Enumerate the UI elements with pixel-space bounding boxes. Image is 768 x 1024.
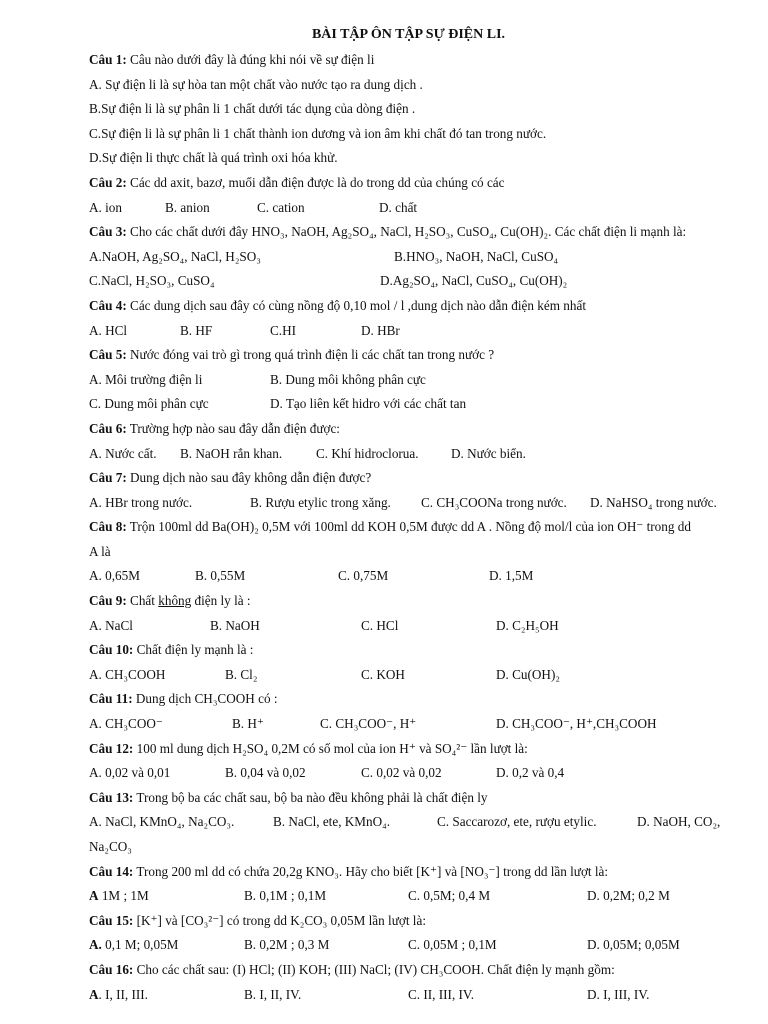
question-13 [89,786,730,811]
question-number: Câu 15: [89,912,134,928]
question-text: Câu nào dưới đây là đúng khi nói về sự điện li [126,52,375,67]
question-number: Câu 11: [89,691,133,707]
question-15 [89,909,730,934]
question-number: Câu 2: [89,174,127,190]
q1-option-c: C.Sự điện li là sự phân li 1 chất thành ion dương và ion âm khi chất đó tan trong nước. [89,125,547,141]
question-5 [89,343,730,368]
question-text: Các dung dịch sau đây có cùng nồng độ 0,10 mol / l ,dung dịch nào dẫn điện kém nhất [126,297,587,313]
q8-option-d: D. 1,5M [489,568,534,584]
question-number: Câu 4: [89,297,127,313]
question-8 [89,515,730,540]
q11-options [89,712,730,737]
q13-option-d: D. NaOH, CO₂, [637,814,721,830]
q10-option-b: B. Cl₂ [225,666,258,682]
q15-options [89,933,730,958]
option-letter: A. [89,937,102,953]
q1-option-d: D.Sự điện li thực chất là quá trình oxi hóa khử. [89,150,338,166]
q16-option-d: D. I, III, IV. [587,986,650,1002]
document-title: BÀI TẬP ÔN TẬP SỰ ĐIỆN LI. [311,27,506,42]
question-number: Câu 5: [89,347,127,363]
q9-option-a: A. NaCl [89,617,133,633]
q6-option-c: C. Khí hidroclorua. [316,445,419,461]
q14-options [89,884,730,909]
q13-option-a: A. NaCl, KMnO₄, Na₂CO₃. [89,814,235,830]
question-text: Trường hợp nào sau đây dẫn điện được: [126,420,340,436]
option-text: 0,1 M; 0,05M [101,937,179,953]
question-text: Các dd axit, bazơ, muối dẫn điện được là do trong dd của chúng có các [126,174,505,190]
option-text: . I, II, III. [98,986,148,1002]
q12-option-d: D. 0,2 và 0,4 [496,765,565,781]
question-10 [89,638,730,663]
q10-option-d: D. Cu(OH)₂ [496,666,560,682]
q11-option-c: C. CH₃COO⁻, H⁺ [320,716,417,732]
question-2 [89,171,730,196]
question-number: Câu 14: [89,863,134,879]
q3-options-row-2 [89,269,730,294]
q3-option-d: D.Ag₂SO₄, NaCl, CuSO₄, Cu(OH)₂ [380,273,568,289]
q7-options [89,491,730,516]
question-text: Trộn 100ml dd Ba(OH)₂ 0,5M với 100ml dd KOH 0,5M được dd A . Nồng độ mol/l của ion OH⁻ trong dd [126,519,691,535]
question-text: Trong bộ ba các chất sau, bộ ba nào đều không phải là chất điện ly [133,789,488,805]
question-text-underlined: không [158,593,192,609]
q9-option-d: D. C₂H₅OH [496,617,559,633]
question-text: Trong 200 ml dd có chứa 20,2g KNO₃. Hãy cho biết [K⁺] và [NO₃⁻] trong dd lần lượt là: [133,863,609,879]
q15-option-a [89,933,178,958]
q15-option-d: D. 0,05M; 0,05M [587,937,680,953]
q11-option-b: B. H⁺ [232,716,264,732]
question-text: Nước đóng vai trò gì trong quá trình điện li các chất tan trong nước ? [126,347,495,363]
q5-option-d: D. Tạo liên kết hidro với các chất tan [270,396,467,412]
q8-option-b: B. 0,55M [195,568,246,584]
option-text: 1M ; 1M [98,888,149,904]
q3-options-row-1 [89,245,730,270]
q5-option-a: A. Môi trường điện li [89,371,203,387]
question-text: Chất [126,593,159,609]
q6-options [89,442,730,467]
q13-option-d-continued: Na₂CO₃ [89,839,132,854]
q3-option-b: B.HNO₃, NaOH, NaCl, CuSO₄ [394,248,559,264]
q1-option-b: B.Sự điện li là sự phân li 1 chất dưới tác dụng của dòng điện . [89,101,416,117]
q5-options-row-1 [89,368,730,393]
q8-option-c: C. 0,75M [338,568,389,584]
q14-option-a [89,884,149,909]
question-6 [89,417,730,442]
q2-option-c: C. cation [257,199,305,215]
question-text: Cho các chất sau: (I) HCl; (II) KOH; (III) NaCl; (IV) CH₃COOH. Chất điện ly mạnh gồm: [133,961,615,977]
question-text: Cho các chất dưới đây HNO₃, NaOH, Ag₂SO₄, NaCl, H₂SO₃, CuSO₄, Cu(OH)₂. Các chất điện li mạnh là: [126,224,687,240]
q9-option-b: B. NaOH [210,617,260,633]
q16-option-a [89,983,148,1008]
q15-option-b: B. 0,2M ; 0,3 M [244,937,330,953]
q1-option-a: A. Sự điện li là sự hòa tan một chất vào nước tạo ra dung dịch . [89,76,423,92]
q16-option-b: B. I, II, IV. [244,986,302,1002]
q5-option-c: C. Dung môi phân cực [89,396,209,412]
question-9 [89,589,730,614]
question-text: 100 ml dung dịch H₂SO₄ 0,2M có số mol của ion H⁺ và SO₄²⁻ lần lượt là: [133,740,528,756]
q2-options [89,196,730,221]
q10-options [89,663,730,688]
q13-option-b: B. NaCl, ete, KMnO₄. [273,814,391,830]
q11-option-a: A. CH₃COO⁻ [89,716,163,732]
question-number: Câu 1: [89,52,127,67]
q13-option-c: C. Saccarozơ, ete, rượu etylic. [437,814,597,830]
q14-option-d: D. 0,2M; 0,2 M [587,888,670,904]
option-letter: A [89,888,99,904]
q3-option-c: C.NaCl, H₂SO₃, CuSO₄ [89,273,215,289]
question-4 [89,294,730,319]
question-text: Chất điện ly mạnh là : [133,642,254,658]
q2-option-a: A. ion [89,199,122,215]
q12-option-a: A. 0,02 và 0,01 [89,765,171,781]
question-16 [89,958,730,983]
question-number: Câu 6: [89,420,127,436]
question-number: Câu 7: [89,470,127,486]
q15-option-c: C. 0,05M ; 0,1M [408,937,497,953]
q6-option-a: A. Nước cất. [89,445,157,461]
question-11 [89,687,730,712]
q13-options [89,810,730,835]
q6-option-b: B. NaOH rắn khan. [180,445,283,461]
question-text: [K⁺] và [CO₃²⁻] có trong dd K₂CO₃ 0,05M lần lượt là: [133,912,426,928]
q7-option-b: B. Rượu etylic trong xăng. [250,494,391,510]
q2-option-b: B. anion [165,199,210,215]
q11-option-d: D. CH₃COO⁻, H⁺,CH₃COOH [496,716,657,732]
question-number: Câu 3: [89,224,127,240]
question-number: Câu 12: [89,740,134,756]
q10-option-a: A. CH₃COOH [89,666,166,682]
q16-option-c: C. II, III, IV. [408,986,475,1002]
question-14 [89,860,730,885]
q5-options-row-2 [89,392,730,417]
q10-option-c: C. KOH [361,666,405,682]
question-number: Câu 10: [89,642,134,658]
question-12 [89,737,730,762]
q5-option-b: B. Dung môi không phân cực [270,371,426,387]
q14-option-c: C. 0,5M; 0,4 M [408,888,491,904]
question-8-continued: A là [89,543,111,559]
question-text: Dung dịch CH₃COOH có : [132,691,278,707]
question-number: Câu 8: [89,519,127,535]
q8-options [89,564,730,589]
q8-option-a: A. 0,65M [89,568,140,584]
q6-option-d: D. Nước biển. [451,445,526,461]
q4-option-b: B. HF [180,322,213,338]
q4-option-a: A. HCl [89,322,128,338]
q14-option-b: B. 0,1M ; 0,1M [244,888,327,904]
question-text: điện ly là : [191,593,251,609]
q9-options [89,614,730,639]
question-1 [89,48,730,73]
q12-options [89,761,730,786]
q4-option-c: C.HI [270,322,297,338]
question-number: Câu 9: [89,593,127,609]
q3-option-a: A.NaOH, Ag₂SO₄, NaCl, H₂SO₃ [89,248,261,264]
q4-options [89,319,730,344]
q7-option-a: A. HBr trong nước. [89,494,193,510]
question-text: Dung dịch nào sau đây không dẫn điện được? [126,470,372,486]
q4-option-d: D. HBr [361,322,400,338]
q16-options [89,983,730,1008]
question-number: Câu 13: [89,789,134,805]
q12-option-b: B. 0,04 và 0,02 [225,765,306,781]
option-letter: A [89,986,99,1002]
q7-option-c: C. CH₃COONa trong nước. [421,494,567,510]
question-number: Câu 16: [89,961,134,977]
q9-option-c: C. HCl [361,617,399,633]
q12-option-c: C. 0,02 và 0,02 [361,765,442,781]
question-3 [89,220,730,245]
question-7 [89,466,730,491]
q2-option-d: D. chất [379,199,418,215]
q7-option-d: D. NaHSO₄ trong nước. [590,494,717,510]
